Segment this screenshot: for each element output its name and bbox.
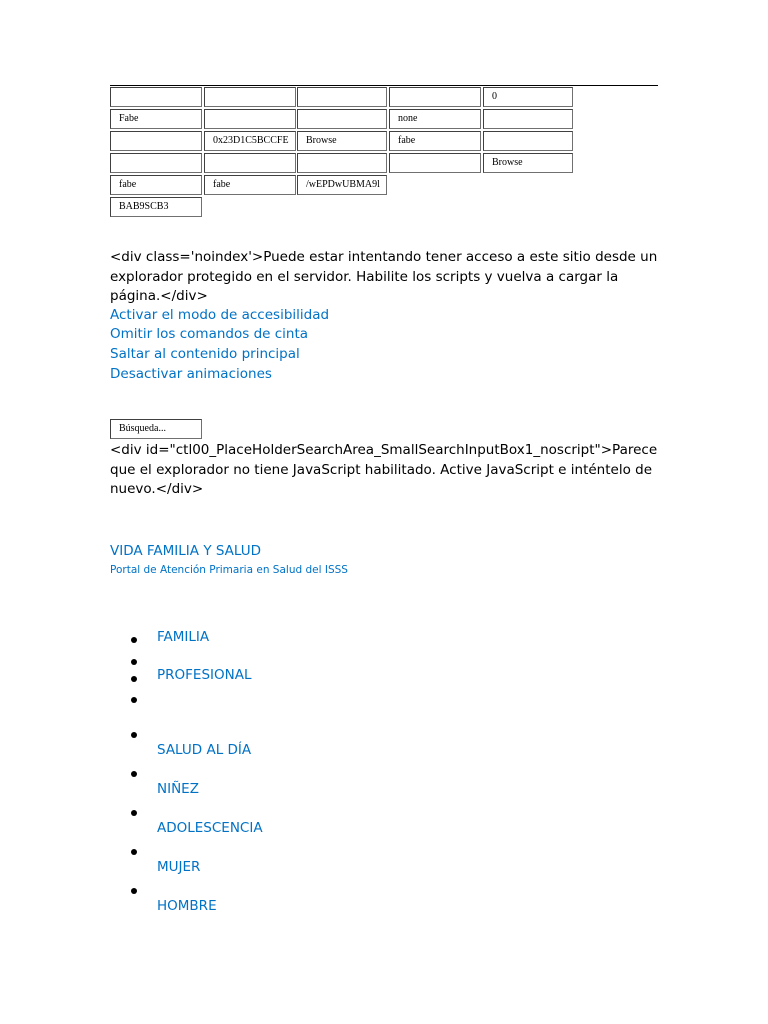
skip-to-content-link[interactable]: Saltar al contenido principal [110, 346, 300, 362]
site-title-link[interactable]: VIDA FAMILIA Y SALUD [110, 543, 262, 559]
top-rule [110, 85, 658, 86]
hidden-field[interactable] [110, 87, 202, 107]
hidden-field[interactable]: fabe [110, 175, 202, 195]
hidden-field[interactable]: Browse [297, 131, 387, 151]
hidden-field[interactable] [389, 153, 481, 173]
nav-link-ninez[interactable]: NIÑEZ [157, 781, 199, 797]
hidden-field[interactable]: /wEPDwUBMA9l [297, 175, 387, 195]
nav-link-familia[interactable]: FAMILIA [157, 629, 210, 645]
hidden-field[interactable] [204, 109, 296, 129]
bullet-icon [131, 697, 137, 703]
hidden-field[interactable]: none [389, 109, 481, 129]
hidden-field[interactable]: BAB9SCB3 [110, 197, 202, 217]
bullet-icon [131, 659, 137, 665]
accessibility-mode-link[interactable]: Activar el modo de accesibilidad [110, 307, 330, 323]
bullet-icon [131, 732, 137, 738]
hidden-field[interactable]: fabe [204, 175, 296, 195]
bullet-icon [131, 676, 137, 682]
noscript-message: <div class='noindex'>Puede estar intentando tener acceso a este sitio desde un explorador protegido en el servidor. Habilite los scripts y vuelva a cargar la página.</div> [110, 249, 658, 304]
hidden-field[interactable] [110, 153, 202, 173]
hidden-field[interactable] [110, 131, 202, 151]
hidden-field[interactable] [297, 87, 387, 107]
hidden-field[interactable] [204, 153, 296, 173]
hidden-field[interactable]: Browse [483, 153, 573, 173]
hidden-field[interactable]: Fabe [110, 109, 202, 129]
bullet-icon [131, 810, 137, 816]
hidden-field[interactable] [483, 131, 573, 151]
nav-link-hombre[interactable]: HOMBRE [157, 898, 217, 914]
hidden-field[interactable]: 0 [483, 87, 573, 107]
bullet-icon [131, 637, 137, 643]
nav-link-mujer[interactable]: MUJER [157, 859, 201, 875]
hidden-field[interactable] [297, 153, 387, 173]
hidden-field[interactable] [204, 87, 296, 107]
disable-animations-link[interactable]: Desactivar animaciones [110, 366, 272, 382]
search-noscript-message: <div id="ctl00_PlaceHolderSearchArea_SmallSearchInputBox1_noscript">Parece que el explorador no tiene JavaScript habilitado. Active JavaScript e inténtelo de nuevo.</div> [110, 442, 658, 497]
hidden-field[interactable] [297, 109, 387, 129]
hidden-field[interactable] [483, 109, 573, 129]
skip-ribbon-link[interactable]: Omitir los comandos de cinta [110, 326, 309, 342]
nav-link-salud-al-dia[interactable]: SALUD AL DÍA [157, 742, 252, 758]
nav-link-adolescencia[interactable]: ADOLESCENCIA [157, 820, 263, 836]
nav-link-profesional[interactable]: PROFESIONAL [157, 667, 252, 683]
hidden-field[interactable]: 0x23D1C5BCCFE [204, 131, 296, 151]
hidden-field[interactable]: fabe [389, 131, 481, 151]
site-subtitle: Portal de Atención Primaria en Salud del ISSS [110, 564, 348, 576]
search-input[interactable]: Búsqueda... [110, 419, 202, 439]
bullet-icon [131, 888, 137, 894]
hidden-field[interactable] [389, 87, 481, 107]
bullet-icon [131, 771, 137, 777]
bullet-icon [131, 849, 137, 855]
